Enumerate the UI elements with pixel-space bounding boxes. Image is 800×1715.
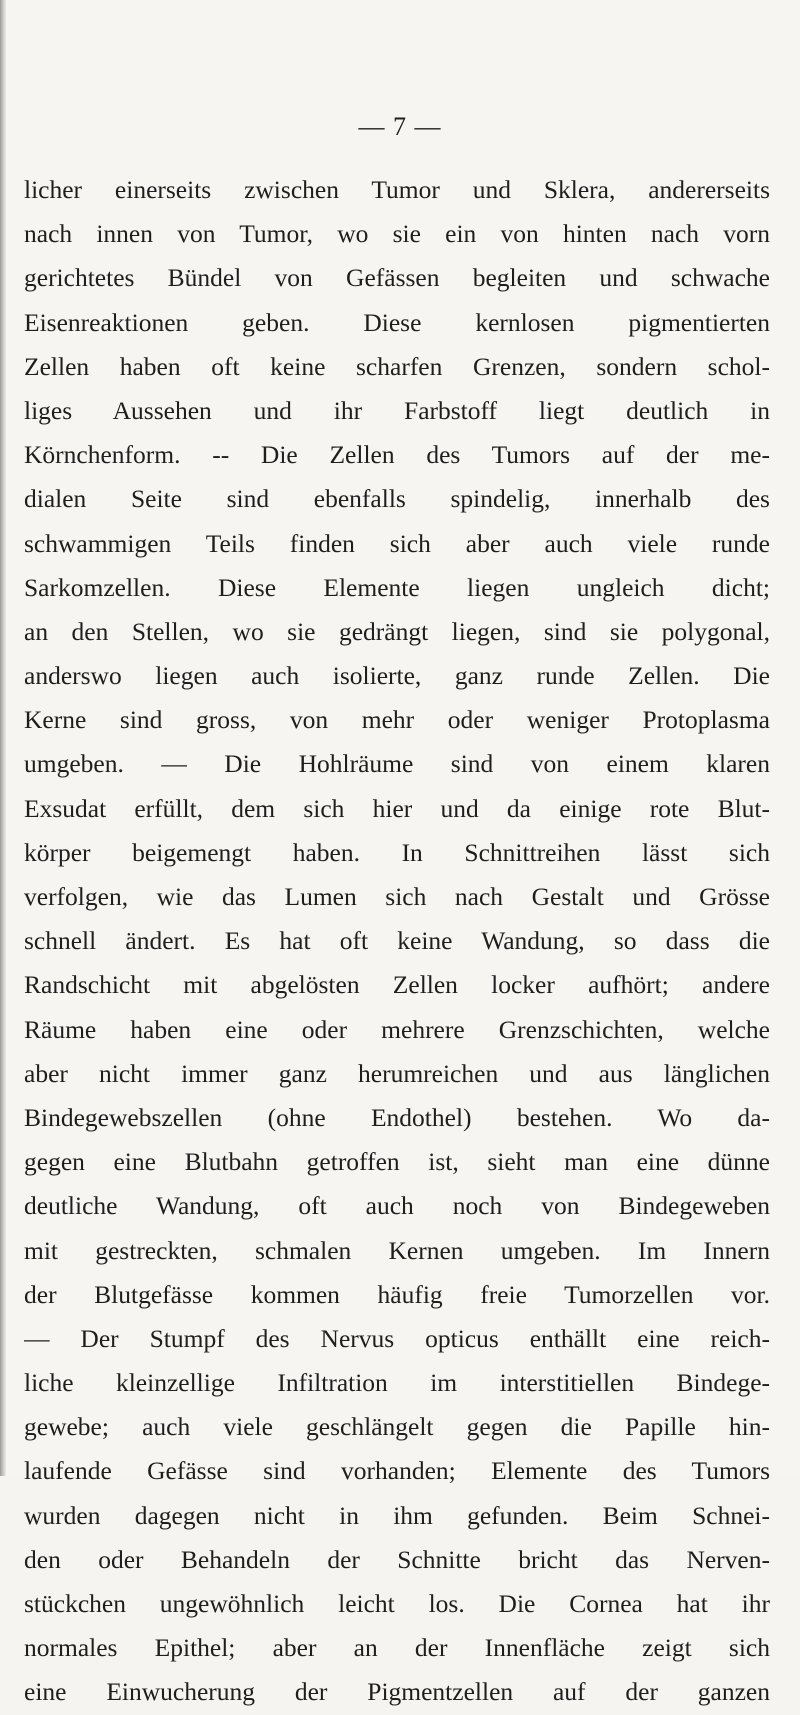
text-line: Exsudat erfüllt, dem sich hier und da einige rote Blut-	[24, 793, 770, 823]
text-line: eine Einwucherung der Pigmentzellen auf der ganzen	[24, 1677, 770, 1707]
text-line: deutliche Wandung, oft auch noch von Bindegeweben	[24, 1191, 770, 1221]
text-line: schnell ändert. Es hat oft keine Wandung, so dass die	[24, 926, 770, 956]
text-line: aber nicht immer ganz herumreichen und aus länglichen	[24, 1058, 770, 1088]
text-line: normales Epithel; aber an der Innenfläche zeigt sich	[24, 1633, 770, 1663]
text-line: Eisenreaktionen geben. Diese kernlosen pigmentierten	[24, 307, 770, 337]
text-line: gerichtetes Bündel von Gefässen begleiten und schwache	[24, 263, 770, 293]
text-line: mit gestreckten, schmalen Kernen umgeben. Im Innern	[24, 1235, 770, 1265]
text-line: Kerne sind gross, von mehr oder weniger Protoplasma	[24, 705, 770, 735]
text-line: liche kleinzellige Infiltration im interstitiellen Bindege-	[24, 1368, 770, 1398]
text-line: Räume haben eine oder mehrere Grenzschichten, welche	[24, 1014, 770, 1044]
text-line: der Blutgefässe kommen häufig freie Tumorzellen vor.	[24, 1279, 770, 1309]
text-line: gegen eine Blutbahn getroffen ist, sieht man eine dünne	[24, 1147, 770, 1177]
binding-edge	[0, 0, 6, 1476]
text-line: schwammigen Teils finden sich aber auch viele runde	[24, 528, 770, 558]
text-line: — Der Stumpf des Nervus opticus enthällt eine reich-	[24, 1323, 770, 1353]
text-line: laufende Gefässe sind vorhanden; Elemente des Tumors	[24, 1456, 770, 1486]
text-line: liges Aussehen und ihr Farbstoff liegt deutlich in	[24, 395, 770, 425]
text-line: Bindegewebszellen (ohne Endothel) bestehen. Wo da-	[24, 1102, 770, 1132]
text-line: dialen Seite sind ebenfalls spindelig, innerhalb des	[24, 484, 770, 514]
text-line: nach innen von Tumor, wo sie ein von hinten nach vorn	[24, 219, 770, 249]
text-line: licher einerseits zwischen Tumor und Sklera, andererseits	[24, 175, 770, 204]
text-line: umgeben. — Die Hohlräume sind von einem klaren	[24, 749, 770, 779]
body-text	[24, 168, 770, 1715]
text-line: den oder Behandeln der Schnitte bricht das Nerven-	[24, 1544, 770, 1574]
text-line: gewebe; auch viele geschlängelt gegen die Papille hin-	[24, 1412, 770, 1442]
text-line: Körnchenform. -- Die Zellen des Tumors auf der me-	[24, 440, 770, 470]
page-number: — 7 —	[358, 112, 442, 141]
text-line: Zellen haben oft keine scharfen Grenzen, sondern schol-	[24, 351, 770, 381]
text-line: wurden dagegen nicht in ihm gefunden. Beim Schnei-	[24, 1500, 770, 1530]
text-line: verfolgen, wie das Lumen sich nach Gestalt und Grösse	[24, 882, 770, 911]
text-line: an den Stellen, wo sie gedrängt liegen, sind sie polygonal,	[24, 616, 770, 646]
text-line: Randschicht mit abgelösten Zellen locker aufhört; andere	[24, 970, 770, 1000]
text-line: stückchen ungewöhnlich leicht los. Die Cornea hat ihr	[24, 1589, 770, 1618]
text-line: Sarkomzellen. Diese Elemente liegen ungleich dicht;	[24, 572, 770, 602]
text-line: anderswo liegen auch isolierte, ganz runde Zellen. Die	[24, 661, 770, 691]
text-line: körper beigemengt haben. In Schnittreihen lässt sich	[24, 837, 770, 867]
